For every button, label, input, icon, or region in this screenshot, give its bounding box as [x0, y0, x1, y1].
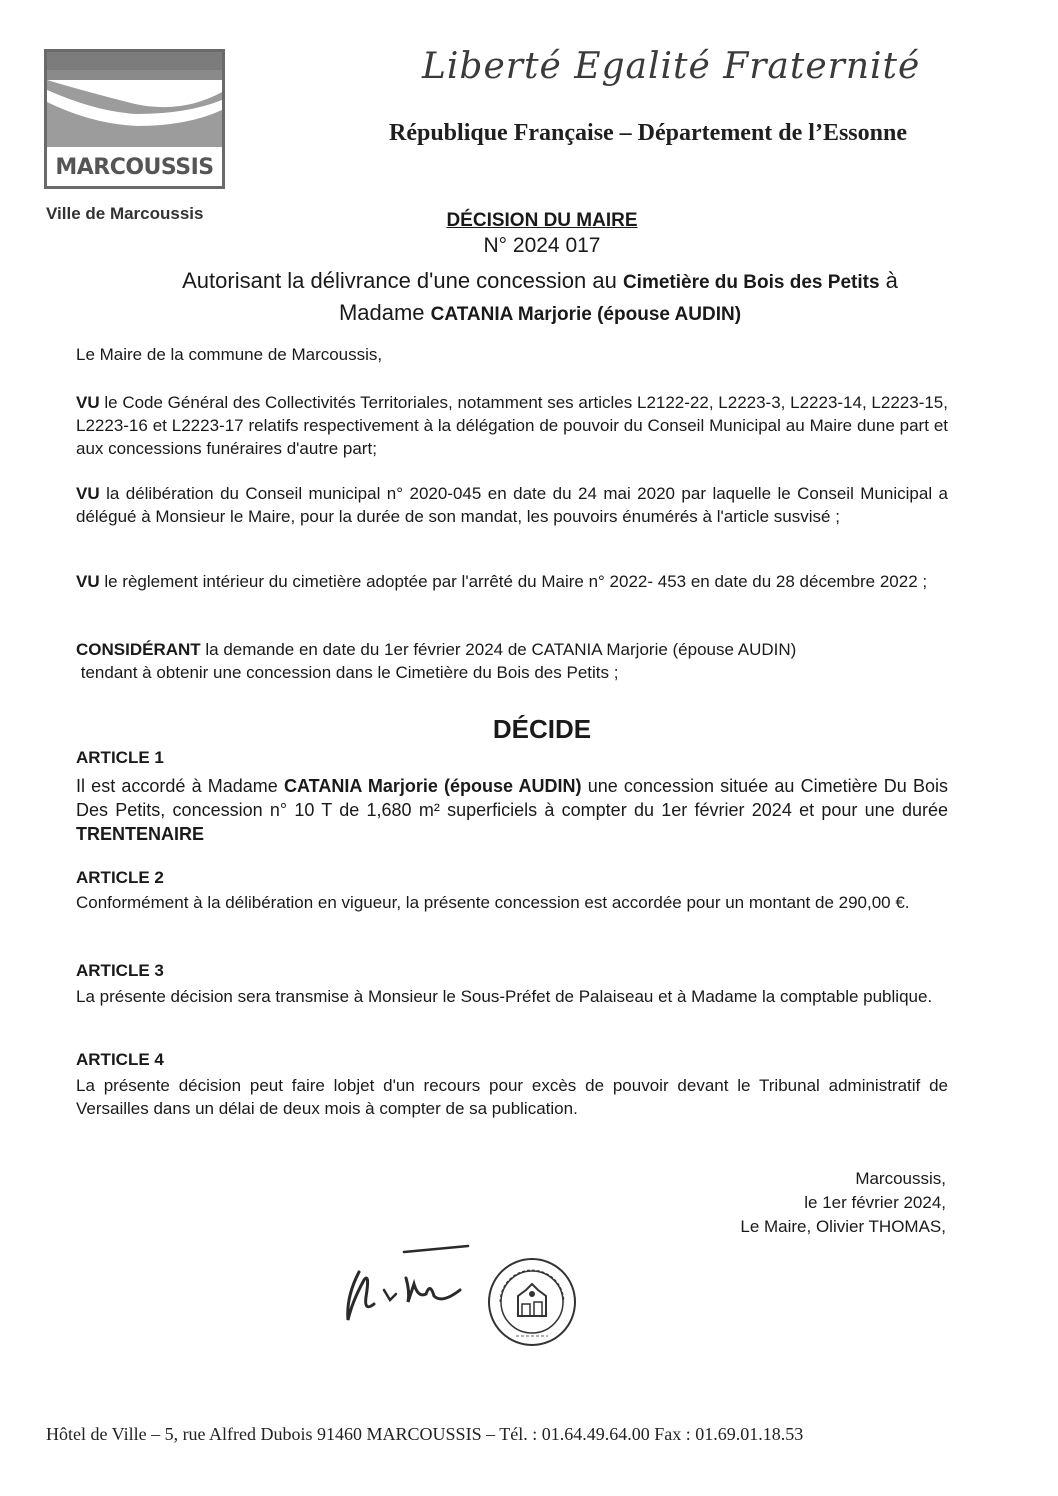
article-2-text: Conformément à la délibération en vigueur, la présente concession est accordée pour un montant de 290,00 €.	[76, 893, 910, 912]
decision-title: DÉCISION DU MAIRE	[446, 210, 638, 231]
article-1-title: ARTICLE 1	[76, 748, 164, 767]
article-4-text: La présente décision peut faire lobjet d'un recours pour excès de pouvoir devant le Tribunal administratif de Versailles dans un délai de deux mois à compter de sa publication.	[76, 1076, 948, 1118]
considerant-paragraph	[76, 638, 948, 684]
article-3-title: ARTICLE 3	[76, 961, 164, 980]
signature-block	[740, 1167, 946, 1239]
subject-place: Cimetière du Bois des Petits	[622, 272, 880, 293]
decision-subject	[60, 266, 1020, 330]
article-1-duration: TRENTENAIRE	[76, 824, 205, 844]
signature-signer: Le Maire, Olivier THOMAS,	[740, 1217, 946, 1236]
article-3-text: La présente décision sera transmise à Monsieur le Sous-Préfet de Palaiseau et à Madame la comptable publique.	[76, 987, 933, 1006]
subject-text: Autorisant la délivrance d'une concession au	[182, 268, 623, 293]
signature-date: le 1er février 2024,	[804, 1193, 946, 1212]
vu-paragraph-1	[76, 391, 948, 460]
footer-address: Hôtel de Ville – 5, rue Alfred Dubois 91460 MARCOUSSIS – Tél. : 01.64.49.64.00 Fax : 01.69.01.18.53	[46, 1424, 804, 1444]
vu-text: la délibération du Conseil municipal n° 2020-045 en date du 24 mai 2020 par laquelle le Conseil Municipal a délégué à Monsieur le Maire, pour la durée de son mandat, les pouvoirs énumérés à l'article susvisé ;	[76, 484, 948, 526]
republic-motto: Liberté Egalité Fraternité	[422, 46, 921, 87]
vu-label: VU	[76, 393, 100, 412]
subject-madame: Madame	[338, 300, 431, 325]
decide-heading: DÉCIDE	[492, 714, 592, 744]
signature-place: Marcoussis,	[855, 1169, 946, 1188]
vu-paragraph-2	[76, 482, 948, 528]
decision-number: N° 2024 017	[483, 234, 601, 257]
marcoussis-logo	[44, 49, 225, 189]
article-4-title: ARTICLE 4	[76, 1050, 164, 1069]
vu-paragraph-3	[76, 570, 948, 593]
republic-heading: République Française – Département de l’Essonne	[389, 120, 907, 146]
subject-person: CATANIA Marjorie (épouse AUDIN)	[430, 304, 742, 325]
subject-text-end: à	[879, 268, 898, 293]
preamble-intro: Le Maire de la commune de Marcoussis,	[76, 345, 383, 364]
vu-label: VU	[76, 484, 100, 503]
considerant-text-2: tendant à obtenir une concession dans le Cimetière du Bois des Petits ;	[80, 663, 619, 682]
article-2-title: ARTICLE 2	[76, 868, 164, 887]
article-1-body: une concession située au Cimetière Du Bois Des Petits, concession n° 10 T de 1,680 m² superficiels à compter du 1er février 2024 et pour une durée	[76, 776, 948, 820]
vu-label: VU	[76, 572, 100, 591]
article-1-person: CATANIA Marjorie (épouse AUDIN)	[284, 776, 582, 796]
article-1-text	[76, 774, 948, 846]
vu-text: le règlement intérieur du cimetière adoptée par l'arrêté du Maire n° 2022- 453 en date du 28 décembre 2022 ;	[99, 572, 928, 591]
considerant-label: CONSIDÉRANT	[76, 640, 201, 659]
article-1-pre: Il est accordé à Madame	[76, 776, 284, 796]
mairie-stamp-icon	[486, 1256, 578, 1348]
ville-label: Ville de Marcoussis	[46, 204, 204, 223]
logo-text: MARCOUSSIS	[55, 155, 214, 180]
handwritten-signature-icon	[334, 1242, 484, 1332]
considerant-text: la demande en date du 1er février 2024 de CATANIA Marjorie (épouse AUDIN)	[200, 640, 797, 659]
vu-text: le Code Général des Collectivités Territoriales, notamment ses articles L2122-22, L2223-3, L2223-14, L2223-15, L2223-16 et L2223-17 relatifs respectivement à la délégation de pouvoir du Conseil Municipal au Maire dune part et aux concessions funéraires d'autre part;	[76, 393, 948, 458]
